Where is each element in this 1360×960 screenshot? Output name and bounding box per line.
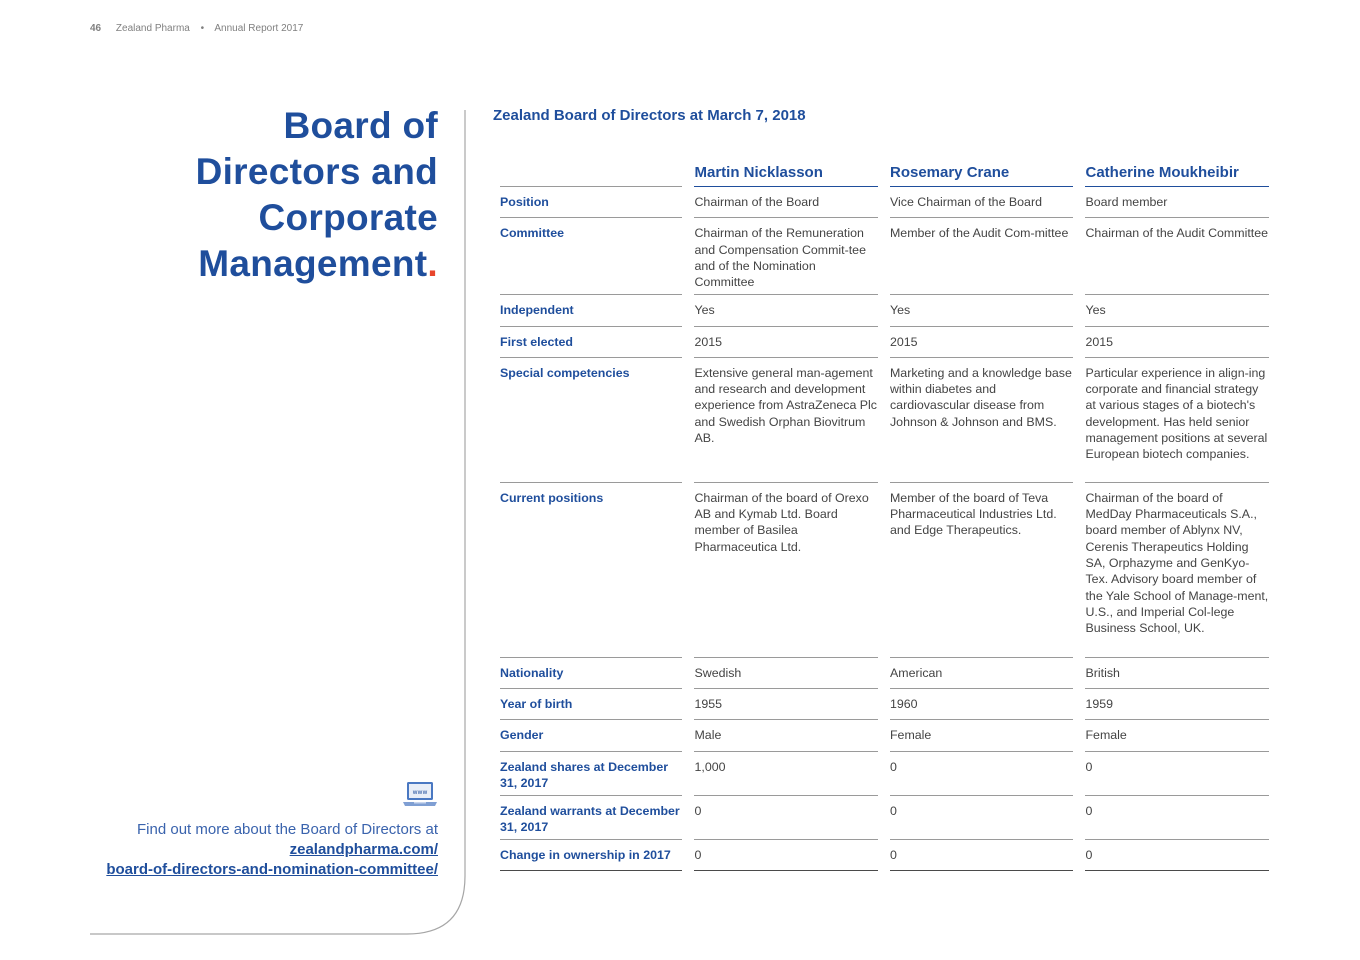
table-cell: Extensive general man-agement and research and development experience from AstraZeneca Plc and Swedish Orphan Biovitrum AB. bbox=[688, 358, 884, 483]
table-cell: Female bbox=[1079, 720, 1275, 751]
table-row bbox=[494, 689, 1275, 720]
table-cell: Member of the board of Teva Pharmaceutical Industries Ltd. and Edge Therapeutics. bbox=[884, 483, 1080, 658]
table-cell: Marketing and a knowledge base within diabetes and cardiovascular disease from Johnson & Johnson and BMS. bbox=[884, 358, 1080, 483]
row-label: Special competencies bbox=[494, 358, 688, 483]
row-label: First elected bbox=[494, 327, 688, 358]
table-row bbox=[494, 327, 1275, 358]
table-row bbox=[494, 720, 1275, 751]
table-cell: 0 bbox=[1079, 752, 1275, 796]
table-cell: 0 bbox=[1079, 796, 1275, 840]
table-row bbox=[494, 658, 1275, 689]
row-label: Zealand shares at December 31, 2017 bbox=[494, 752, 688, 796]
table-cell: Swedish bbox=[688, 658, 884, 689]
table-cell: Vice Chairman of the Board bbox=[884, 187, 1080, 218]
table-cell: Chairman of the Audit Committee bbox=[1079, 218, 1275, 295]
table-row bbox=[494, 796, 1275, 840]
title-line-4 bbox=[108, 241, 438, 287]
table-cell: 0 bbox=[688, 840, 884, 871]
table-cell: 1960 bbox=[884, 689, 1080, 720]
table-cell: Board member bbox=[1079, 187, 1275, 218]
row-label: Current positions bbox=[494, 483, 688, 658]
page-title bbox=[108, 103, 438, 287]
board-table bbox=[494, 160, 1275, 871]
column-header: Catherine Moukheibir bbox=[1079, 160, 1275, 187]
find-more-text: Find out more about the Board of Directors at bbox=[137, 821, 438, 838]
find-more-link-line-2[interactable]: board-of-directors-and-nomination-committee/ bbox=[106, 861, 438, 878]
page-number: 46 bbox=[90, 23, 102, 34]
header-report: Annual Report 2017 bbox=[214, 23, 304, 34]
table-cell: Male bbox=[688, 720, 884, 751]
table-cell: 0 bbox=[884, 796, 1080, 840]
table-cell: 2015 bbox=[1079, 327, 1275, 358]
table-cell: Yes bbox=[884, 295, 1080, 326]
column-header: Rosemary Crane bbox=[884, 160, 1080, 187]
table-cell: 2015 bbox=[688, 327, 884, 358]
title-dot: . bbox=[427, 243, 438, 284]
table-cell: 2015 bbox=[884, 327, 1080, 358]
title-line-1: Board of bbox=[283, 105, 438, 146]
row-label: Nationality bbox=[494, 658, 688, 689]
table-cell: Member of the Audit Com-mittee bbox=[884, 218, 1080, 295]
table-cell: Chairman of the board of MedDay Pharmaceuticals S.A., board member of Ablynx NV, Cerenis Therapeutics Holding SA, Orphazyme and GenKyo-Tex. Advisory board member of the Yale School of Manage-ment, U.S., and Imperial Col-lege Business School, UK. bbox=[1079, 483, 1275, 658]
table-cell: Female bbox=[884, 720, 1080, 751]
title-line-2: Directors and bbox=[195, 151, 438, 192]
row-label: Gender bbox=[494, 720, 688, 751]
table-cell: Chairman of the Remuneration and Compensation Commit-tee and of the Nomination Committee bbox=[688, 218, 884, 295]
table-cell: 1955 bbox=[688, 689, 884, 720]
table-header-row bbox=[494, 160, 1275, 187]
table-row bbox=[494, 218, 1275, 295]
table-row bbox=[494, 295, 1275, 326]
title-line-4-text: Management bbox=[198, 243, 428, 284]
table-cell: American bbox=[884, 658, 1080, 689]
header-empty-cell bbox=[494, 160, 688, 187]
page-header bbox=[90, 23, 303, 34]
column-header: Martin Nicklasson bbox=[688, 160, 884, 187]
row-label: Independent bbox=[494, 295, 688, 326]
table-cell: 0 bbox=[1079, 840, 1275, 871]
table-cell: Chairman of the Board bbox=[688, 187, 884, 218]
table-row bbox=[494, 358, 1275, 483]
table-cell: 0 bbox=[884, 752, 1080, 796]
find-more-link-line-1[interactable]: zealandpharma.com/ bbox=[289, 841, 438, 858]
table-cell: 1,000 bbox=[688, 752, 884, 796]
section-title: Zealand Board of Directors at March 7, 2018 bbox=[493, 107, 806, 124]
row-label: Change in ownership in 2017 bbox=[494, 840, 688, 871]
table-cell: Yes bbox=[688, 295, 884, 326]
table-cell: 1959 bbox=[1079, 689, 1275, 720]
www-laptop-icon bbox=[402, 781, 438, 809]
table-row bbox=[494, 483, 1275, 658]
header-company: Zealand Pharma bbox=[115, 23, 190, 34]
row-label: Committee bbox=[494, 218, 688, 295]
table-cell: 0 bbox=[884, 840, 1080, 871]
find-more-block bbox=[58, 820, 438, 880]
table-cell: British bbox=[1079, 658, 1275, 689]
table-cell: Chairman of the board of Orexo AB and Kymab Ltd. Board member of Basilea Pharmaceutica Ltd. bbox=[688, 483, 884, 658]
table-row bbox=[494, 752, 1275, 796]
table-cell: Particular experience in align-ing corporate and financial strategy at various stages of a biotech's development. Has held senior management positions at several European biotech companies. bbox=[1079, 358, 1275, 483]
row-label: Year of birth bbox=[494, 689, 688, 720]
title-line-3: Corporate bbox=[258, 197, 438, 238]
table-cell: 0 bbox=[688, 796, 884, 840]
row-label: Zealand warrants at December 31, 2017 bbox=[494, 796, 688, 840]
table-cell: Yes bbox=[1079, 295, 1275, 326]
table-row bbox=[494, 840, 1275, 871]
svg-text:www: www bbox=[412, 789, 428, 796]
table-row bbox=[494, 187, 1275, 218]
row-label: Position bbox=[494, 187, 688, 218]
header-separator: • bbox=[200, 23, 205, 34]
